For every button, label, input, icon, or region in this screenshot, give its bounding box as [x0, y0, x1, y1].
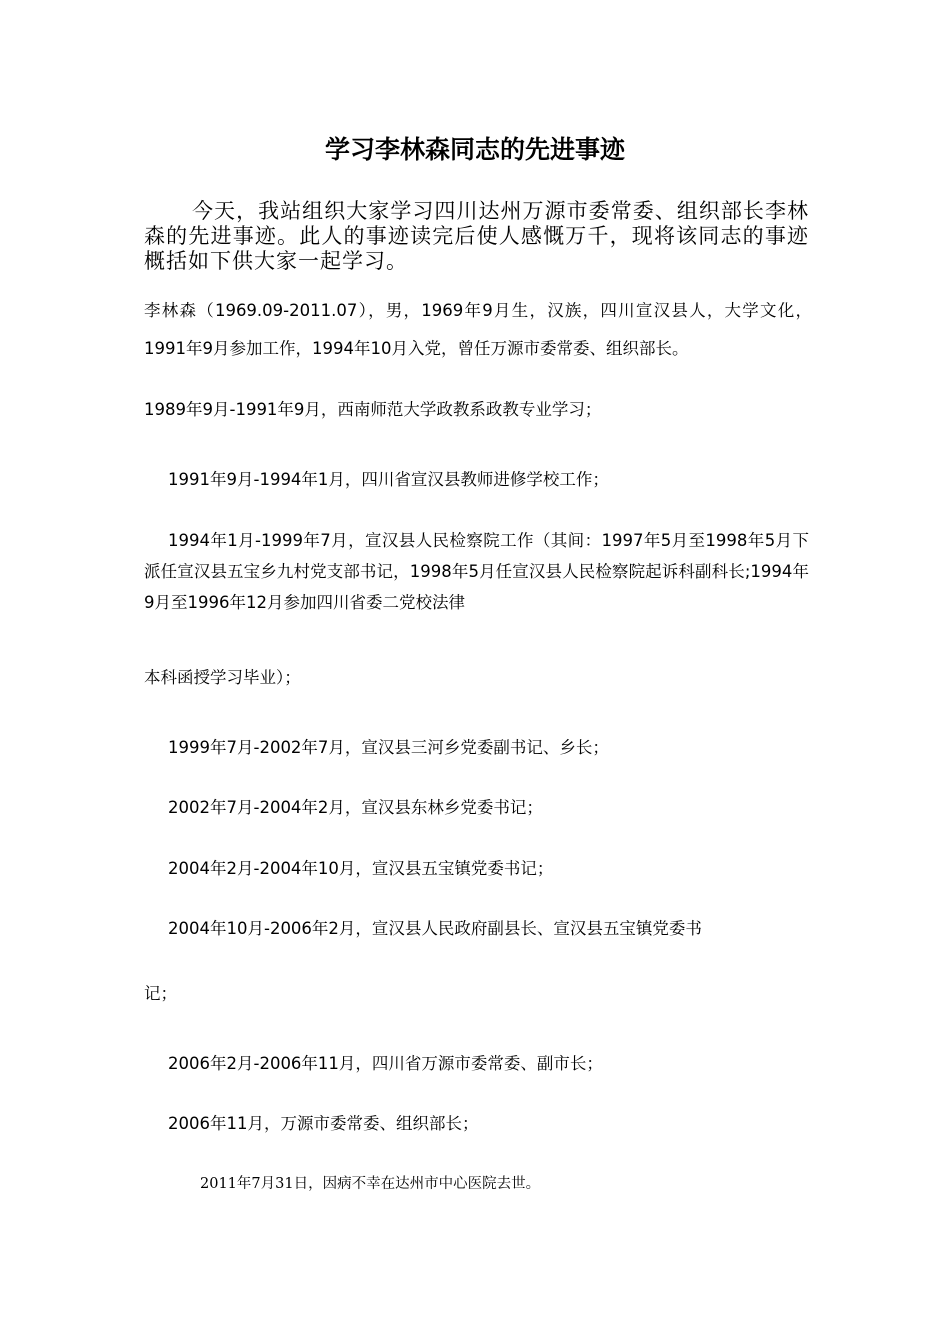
career-entry-deputy-mayor: 2006年2月-2006年11月，四川省万源市委常委、副市长；	[168, 1054, 603, 1073]
career-entry-donglin-township: 2002年7月-2004年2月，宣汉县东林乡党委书记；	[168, 798, 543, 817]
document-title: 学习李林森同志的先进事迹	[324, 135, 625, 164]
career-entry-deputy-county-head-continued: 记；	[144, 984, 177, 1003]
death-note: 2011年7月31日，因病不幸在达州市中心医院去世。	[200, 1176, 541, 1192]
career-entry-wubao-town: 2004年2月-2004年10月，宣汉县五宝镇党委书记；	[168, 859, 554, 878]
career-entry-teacher-school: 1991年9月-1994年1月，四川省宣汉县教师进修学校工作；	[168, 470, 609, 489]
career-entry-deputy-county-head: 2004年10月-2006年2月，宣汉县人民政府副县长、宣汉县五宝镇党委书	[168, 919, 702, 938]
career-entry-organization-minister: 2006年11月，万源市委常委、组织部长；	[168, 1114, 479, 1133]
career-entry-sanhe-township: 1999年7月-2002年7月，宣汉县三河乡党委副书记、乡长；	[168, 738, 609, 757]
career-entry-education: 1989年9月-1991年9月，西南师范大学政教系政教专业学习；	[144, 400, 602, 419]
career-entry-procuratorate-continued: 本科函授学习毕业）；	[144, 668, 301, 687]
bio-paragraph: 李林森（1969.09-2011.07），男，1969年9月生，汉族，四川宣汉县人，大学文化，1991年9月参加工作，1994年10月入党，曾任万源市委常委、组织部长。	[144, 301, 812, 358]
intro-paragraph: 今天，我站组织大家学习四川达州万源市委常委、组织部长李林森的先进事迹。此人的事迹读完后使人感慨万千，现将该同志的事迹概括如下供大家一起学习。	[144, 199, 809, 273]
career-entry-procuratorate: 1994年1月-1999年7月，宣汉县人民检察院工作（其间：1997年5月至1998年5月下派任宣汉县五宝乡九村党支部书记，1998年5月任宣汉县人民检察院起诉科副科长;1994年9月至1996年12月参加四川省委二党校法律	[144, 531, 809, 612]
